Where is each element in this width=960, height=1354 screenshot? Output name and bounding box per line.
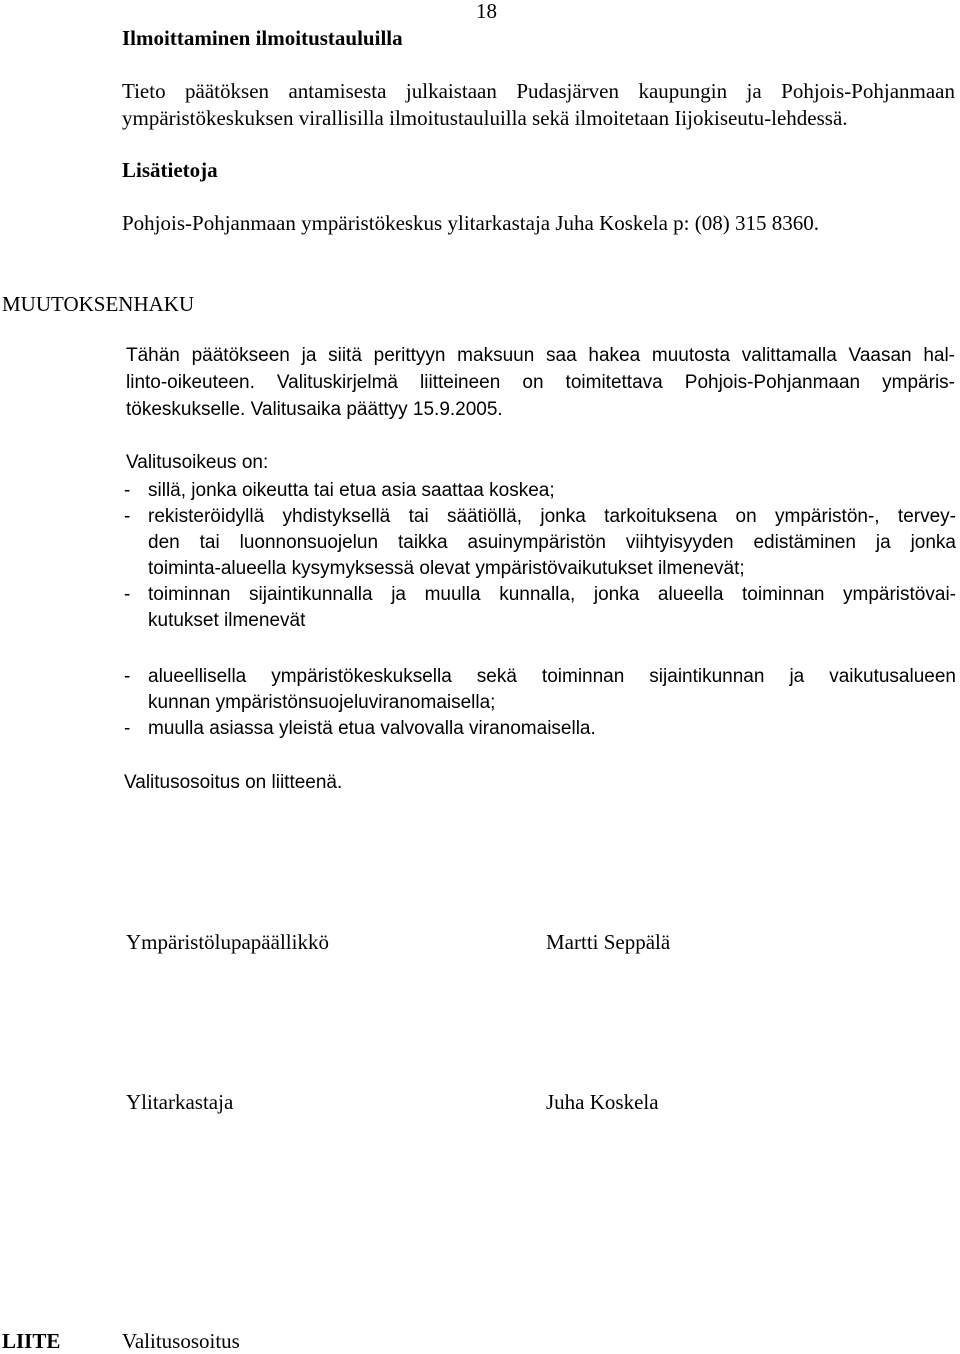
info-contact-text: Pohjois-Pohjanmaan ympäristökeskus ylitarkastaja Juha Koskela p: (08) 315 8360.: [122, 211, 819, 235]
notice-paragraph: [122, 78, 955, 132]
appeal-right-intro: Valitusoikeus on:: [126, 452, 269, 473]
footer-label: LIITE: [2, 1329, 61, 1353]
attachment-note: Valitusosoitus on liitteenä.: [124, 772, 343, 793]
signature-name: Juha Koskela: [546, 1090, 659, 1114]
page-number: 18: [476, 0, 497, 23]
appeal-line: Tähän päätökseen ja siitä perittyyn maksuun saa hakea muutosta valittamalla Vaasan hal-: [126, 345, 955, 366]
appeal-line: tökeskukselle. Valitusaika päättyy 15.9.2005.: [126, 399, 503, 420]
signature-name: Martti Seppälä: [546, 930, 671, 954]
list-item: - alueellisella ympäristökeskuksella sekä toiminnan sijaintikunnan ja vaikutusalueen kunnan ympäristönsuojeluviranomaisella;: [124, 666, 956, 713]
section-heading-notice: Ilmoittaminen ilmoitustauluilla: [122, 26, 403, 50]
section-heading-info: Lisätietoja: [122, 158, 218, 182]
list-item: - toiminnan sijaintikunnalla ja muulla kunnalla, jonka alueella toiminnan ympäristövai- kutukset ilmenevät: [124, 584, 956, 631]
signature-title: Ylitarkastaja: [126, 1090, 234, 1114]
list-item: - rekisteröidyllä yhdistyksellä tai säätiöllä, jonka tarkoituksena on ympäristön-, tervey- den tai luonnonsuojelun taikka asuinympäristön viihtyisyyden edistäminen ja jonka toiminta-alueella kysymyksessä olevat ympäristövaikutukset ilmenevät;: [124, 506, 956, 579]
notice-line: Tieto päätöksen antamisesta julkaistaan Pudasjärven kaupungin ja Pohjois-Pohjanmaan: [122, 79, 955, 103]
appeal-rights-list: [124, 478, 956, 634]
appeal-line: linto-oikeuteen. Valituskirjelmä liitteineen on toimitettava Pohjois-Pohjanmaan ympäris-: [126, 372, 955, 393]
notice-line: ympäristökeskuksen virallisilla ilmoitustauluilla sekä ilmoitetaan Iijokiseutu-lehdessä.: [122, 106, 848, 130]
signature-title: Ympäristölupapäällikkö: [126, 930, 329, 954]
appeal-paragraph: [126, 342, 955, 423]
list-item: - muulla asiassa yleistä etua valvovalla viranomaisella.: [124, 718, 596, 739]
footer-value: Valitusosoitus: [122, 1329, 240, 1353]
section-heading-appeal: MUUTOKSENHAKU: [2, 292, 195, 316]
list-item: - sillä, jonka oikeutta tai etua asia saattaa koskea;: [124, 480, 555, 501]
appeal-rights-list-continued: [124, 664, 956, 742]
